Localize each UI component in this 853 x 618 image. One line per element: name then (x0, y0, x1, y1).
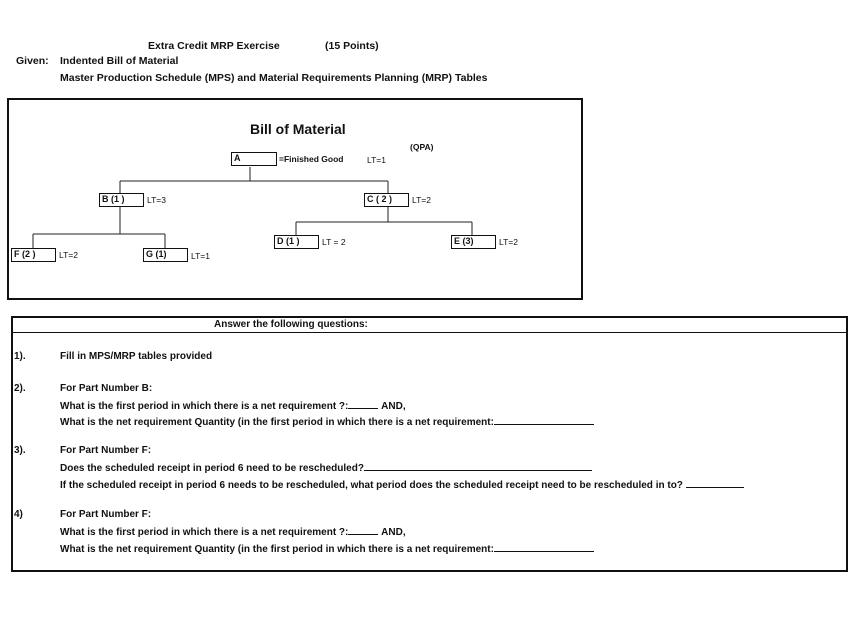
question-1-text: Fill in MPS/MRP tables provided (60, 351, 213, 362)
question-3-line-2-text: If the scheduled receipt in period 6 needs to be rescheduled, what period does the scheduled receipt need to be rescheduled in to? (60, 480, 683, 491)
bom-node-f: F (2 ) (11, 248, 56, 262)
bom-node-a-note: =Finished Good (279, 154, 344, 164)
question-2-number: 2). (14, 383, 26, 394)
bom-node-g-lt: LT=1 (191, 251, 210, 261)
question-4-line-1 (60, 525, 406, 540)
bom-node-e-lt: LT=2 (499, 237, 518, 247)
given-line-2: Master Production Schedule (MPS) and Material Requirements Planning (MRP) Tables (60, 72, 488, 84)
answer-blank[interactable] (686, 478, 744, 488)
bom-node-c: C ( 2 ) (364, 193, 409, 207)
question-3-line-1 (60, 461, 592, 476)
question-4-line-2-text: What is the net requirement Quantity (in the first period in which there is a net requirement: (60, 544, 494, 555)
question-3-line-2 (60, 478, 744, 493)
question-4-line-1-text: What is the first period in which there is a net requirement ?: (60, 527, 349, 538)
bom-node-g: G (1) (143, 248, 188, 262)
questions-heading: Answer the following questions: (214, 319, 368, 330)
bom-node-b: B (1 ) (99, 193, 144, 207)
bom-node-a: A (231, 152, 277, 166)
bom-node-b-lt: LT=3 (147, 195, 166, 205)
questions-header-divider (11, 332, 848, 333)
question-2-line-1 (60, 399, 406, 414)
bom-node-d-lt: LT = 2 (322, 237, 346, 247)
answer-blank[interactable] (494, 542, 594, 552)
question-1-number: 1). (14, 351, 26, 362)
question-2-part: For Part Number B: (60, 383, 153, 394)
question-2-line-2 (60, 415, 594, 430)
bom-node-c-lt: LT=2 (412, 195, 431, 205)
question-2-and: AND, (381, 401, 406, 412)
question-3-part: For Part Number F: (60, 445, 152, 456)
question-3-number: 3). (14, 445, 26, 456)
question-4-line-2 (60, 542, 594, 557)
bom-node-e: E (3) (451, 235, 496, 249)
question-3-line-1-text: Does the scheduled receipt in period 6 need to be rescheduled? (60, 463, 364, 474)
points-label: (15 Points) (325, 40, 379, 52)
bom-node-f-lt: LT=2 (59, 250, 78, 260)
answer-blank[interactable] (364, 461, 592, 471)
answer-blank[interactable] (348, 525, 378, 535)
answer-blank[interactable] (494, 415, 594, 425)
exercise-title: Extra Credit MRP Exercise (148, 40, 280, 52)
question-4-part: For Part Number F: (60, 509, 152, 520)
question-4-number: 4) (14, 509, 23, 520)
bom-title: Bill of Material (250, 121, 346, 137)
given-label: Given: (16, 55, 49, 67)
qpa-label: (QPA) (410, 142, 434, 152)
question-2-line-2-text: What is the net requirement Quantity (in the first period in which there is a net requirement: (60, 417, 494, 428)
bom-node-a-lt: LT=1 (367, 155, 386, 165)
given-line-1: Indented Bill of Material (60, 55, 179, 67)
question-2-line-1-text: What is the first period in which there is a net requirement ?: (60, 401, 349, 412)
answer-blank[interactable] (348, 399, 378, 409)
question-4-and: AND, (381, 527, 406, 538)
bom-node-d: D (1 ) (274, 235, 319, 249)
